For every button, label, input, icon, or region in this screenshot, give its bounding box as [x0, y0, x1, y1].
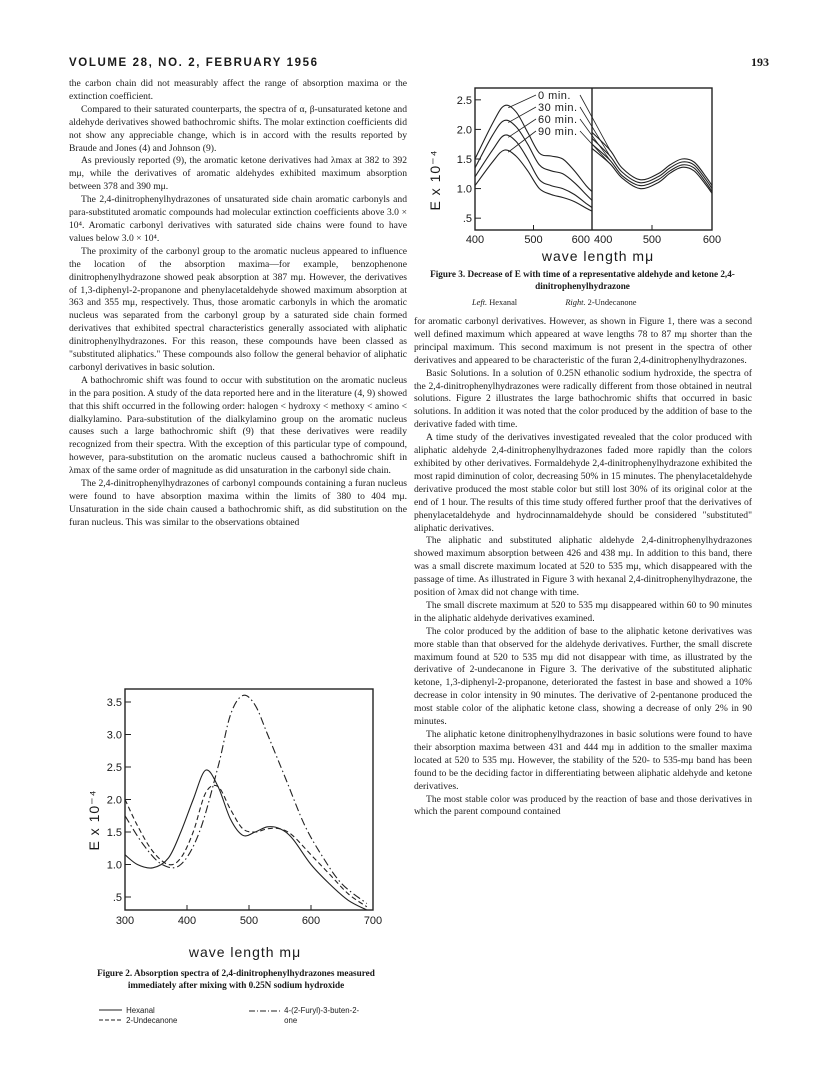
y-tick-label: 1.0: [106, 859, 122, 872]
figure-3-y-label: E x 10⁻⁴: [427, 149, 443, 211]
time-label: 30 min.: [538, 102, 578, 114]
left-label: Left.: [472, 298, 488, 307]
journal-header: VOLUME 28, NO. 2, FEBRUARY 1956: [69, 57, 319, 69]
figure-3-x-label: wave length mμ: [541, 248, 655, 264]
y-tick-label: 2.5: [456, 94, 472, 107]
paragraph: A bathochromic shift was found to occur with substitution on the aromatic nucleus in the para position. A study of the data reported here and in the literature (4, 9) showed that this shift occurred in the following order: halogen < hydroxy < methoxy < amino < dialkylamino. Para-substitution of the dialkylamino group on the aromatic nucleus causes such a large bathochromic shift (9) that these derivatives were readily recognized from their spectra. With the exception of this particular type of compound, however, para-substitution on the aromatic nucleus caused a bathochromic shift in λmax of the same order of magnitude as did unsaturation in the carbonyl side chain.: [69, 374, 407, 477]
x-tick-label: 500: [642, 234, 662, 246]
right-label: Right.: [565, 298, 586, 307]
undecanone-curve: [592, 132, 712, 185]
solid-line-icon: [98, 1007, 124, 1013]
y-tick-label: .5: [462, 213, 472, 226]
x-tick-label: 500: [524, 234, 543, 246]
undecanone-curve: [592, 148, 712, 193]
x-tick-label: 400: [177, 915, 197, 927]
time-label: 90 min.: [538, 126, 578, 138]
left-compound: Hexanal: [489, 298, 518, 307]
paragraph: The most stable color was produced by the reaction of base and those derivatives in which the parent compound contained: [414, 793, 752, 818]
legend-label: 2-Undecanone: [126, 1016, 178, 1025]
figure-3-sublabels: [472, 298, 637, 307]
paragraph: The proximity of the carbonyl group to the aromatic nucleus appeared to influence the location of the absorption maxima—for example, benzophenone dinitrophenylhydrazone showed peak absorption at 387 mμ. However, the derivatives of 1,3-diphenyl-2-propanone and phenylacetaldehyde showed maximum absorption at 363 and 355 mμ, respectively. Thus, those aromatic carbonyls in which the aromatic nucleus was separated from the carbonyl group by a saturated side chain formed derivatives that exhibited spectral characteristics generally associated with aliphatic dinitrophenylhydrazones. For this reason, these compounds have been classed as "substituted aliphatics." These compounds also follow the general behavior of aliphatic carbonyl derivatives in basic solution.: [69, 245, 407, 373]
dash-dot-line-icon: [248, 1008, 282, 1014]
x-tick-label: 300: [115, 915, 135, 927]
paragraph: Compared to their saturated counterparts, the spectra of α, β-unsaturated ketone and aldehyde derivatives showed bathochromic shifts. The molar extinction coefficients did not show any appreciable change, which is in accord with the results reported by Braude and Jones (4) and Johnson (9).: [69, 103, 407, 154]
y-tick-label: 3.0: [106, 729, 122, 742]
paragraph: A time study of the derivatives investigated revealed that the color produced with aliphatic aldehyde 2,4-dinitrophenylhydrazones faded more rapidly than the colors exhibited by other derivatives. Formaldehyde 2,4-dinitrophenylhydrazone exhibited the most rapid diminution of color, decreasing 50% in 15 minutes. The phenylacetaldehyde derivative produced the most stable color but still lost 30% of its original color at the end of 1 hour. The results of this time study offered further proof that the derivatives of phenylacetaldehyde and hydrocinnamaldehyde should be considered "substituted" aliphatic derivatives.: [414, 432, 752, 534]
paragraph: for aromatic carbonyl derivatives. However, as shown in Figure 1, there was a second well defined maximum which appeared at wave lengths 78 to 87 mμ shorter than the principal maximum. This second maximum is not present in the spectra of other derivatives and appeared to be characteristic of the furan 2,4-dinitrophenylhydrazones.: [414, 316, 752, 366]
paragraph: the carbon chain did not measurably affect the range of absorption maxima or the extinction coefficient.: [69, 78, 407, 102]
leader-line-right: [580, 107, 610, 156]
figure-2-y-label: E x 10⁻⁴: [86, 789, 102, 851]
plot-frame: [475, 88, 712, 230]
time-label: 0 min.: [538, 90, 571, 102]
left-column-text: [69, 78, 407, 530]
x-tick-label: 600: [571, 234, 590, 246]
leader-line-left: [508, 95, 536, 108]
y-tick-label: 1.0: [456, 183, 472, 196]
figure-2-chart: [85, 685, 385, 965]
hexanal-curve: [475, 150, 592, 211]
x-tick-label: 700: [363, 915, 383, 927]
figure-3-caption: Figure 3. Decrease of E with time of a representative aldehyde and ketone 2,4-dinitrophenylhydrazone: [430, 269, 735, 291]
time-label: 60 min.: [538, 114, 578, 126]
spectrum-curve: [125, 695, 367, 903]
y-tick-label: 1.5: [106, 827, 122, 839]
x-tick-label: 600: [702, 234, 722, 246]
paragraph: The 2,4-dinitrophenylhydrazones of unsaturated side chain aromatic carbonyls and para-substituted aromatic compounds had molecular extinction coefficients above 3.0 × 10⁴. Aromatic carbonyl derivatives with saturated side chains were found to have values below 3.0 × 10⁴.: [69, 194, 407, 244]
paragraph: The color produced by the addition of base to the aliphatic ketone derivatives was more stable than that observed for the aldehyde derivatives. Further, the small discrete maximum found at 520 to 535 mμ did not disappear with time, as illustrated by the derivative of 2-undecanone in Figure 3. The derivative of the substituted aliphatic ketone, 1,3-diphenyl-2-propanone, deteriorated the fastest in base and showed a 10% decrease in color intensity in 90 minutes. The derivative of 2-pentanone produced the most stable color of the aliphatic ketone class, showing a decrease of only 2% in 90 minutes.: [414, 625, 752, 728]
undecanone-curve: [592, 144, 712, 191]
legend-label: 4-(2-Furyl)-3-buten-2-one: [284, 1006, 360, 1025]
y-tick-label: 2.0: [456, 124, 472, 137]
y-tick-label: 3.5: [106, 697, 122, 709]
paragraph: The 2,4-dinitrophenylhydrazones of carbonyl compounds containing a furan nucleus were found to have absorption maxima within the limits of 380 to 404 mμ. Unsaturation in the side chain caused a bathochromic shift, as did substitution on the furan nucleus. This was similar to the observations obtained: [69, 478, 407, 528]
leader-line-left: [508, 107, 536, 123]
x-tick-label: 500: [239, 915, 259, 927]
figure-3-chart: [420, 80, 740, 265]
figure-2-x-label: wave length mμ: [188, 944, 302, 960]
page-number: 193: [751, 55, 769, 69]
legend-label: Hexanal: [126, 1006, 155, 1015]
paragraph: The aliphatic and substituted aliphatic aldehyde 2,4-dinitrophenylhydrazones showed maximum absorption between 426 and 438 mμ. In addition to this band, there was a small discrete maximum located at 520 to 535 mμ, which disappeared with the passage of time. As illustrated in Figure 3 with hexanal 2,4-dinitrophenylhydrazone, the position of λmax did not change with time.: [414, 535, 752, 599]
y-tick-label: 2.0: [106, 794, 122, 807]
x-tick-label: 600: [301, 915, 321, 927]
y-tick-label: .5: [112, 892, 122, 904]
spectrum-curve: [125, 770, 367, 910]
x-tick-label: 400: [594, 234, 613, 246]
figure-2-caption: Figure 2. Absorption spectra of 2,4-dinitrophenylhydrazones measured immediately after mixing with 0.25N sodium hydroxide: [97, 968, 375, 990]
paragraph: The aliphatic ketone dinitrophenylhydrazones in basic solutions were found to have their absorption maxima between 431 and 444 mμ in addition to the smaller maxima located at 520 to 535 mμ. However, the stability of the 520- to 535-mμ band has been found to be the deciding factor in differentiating between aliphatic aldehyde and ketone derivatives.: [414, 729, 752, 792]
spectrum-curve: [125, 785, 367, 907]
legend-item-furyl-butenone: [248, 1006, 378, 1026]
paragraph: Basic Solutions. In a solution of 0.25N ethanolic sodium hydroxide, the spectra of the 2,4-dinitrophenylhydrazones were radically different from those obtained in neutral solutions. Figure 2 illustrates the large bathochromic shifts that occurred in basic solutions. In addition it was noted that the color produced by the addition of base to the derivative faded with time.: [414, 367, 752, 431]
leader-line-right: [580, 119, 610, 160]
paragraph: As previously reported (9), the aromatic ketone derivatives had λmax at 382 to 392 mμ, while the derivatives of aromatic aldehydes exhibited maximum absorption between 378 and 390 mμ.: [69, 155, 407, 193]
x-tick-label: 400: [465, 234, 485, 246]
legend-item-hexanal: [98, 1006, 155, 1016]
y-tick-label: 2.5: [106, 762, 122, 774]
right-column-text: [414, 316, 752, 819]
legend-item-2-undecanone: [98, 1016, 177, 1026]
right-compound: 2-Undecanone: [587, 298, 637, 307]
paragraph: The small discrete maximum at 520 to 535 mμ disappeared within 60 to 90 minutes in the aliphatic aldehyde derivatives examined.: [414, 599, 752, 624]
y-tick-label: 1.5: [456, 154, 472, 166]
dashed-line-icon: [98, 1017, 124, 1023]
